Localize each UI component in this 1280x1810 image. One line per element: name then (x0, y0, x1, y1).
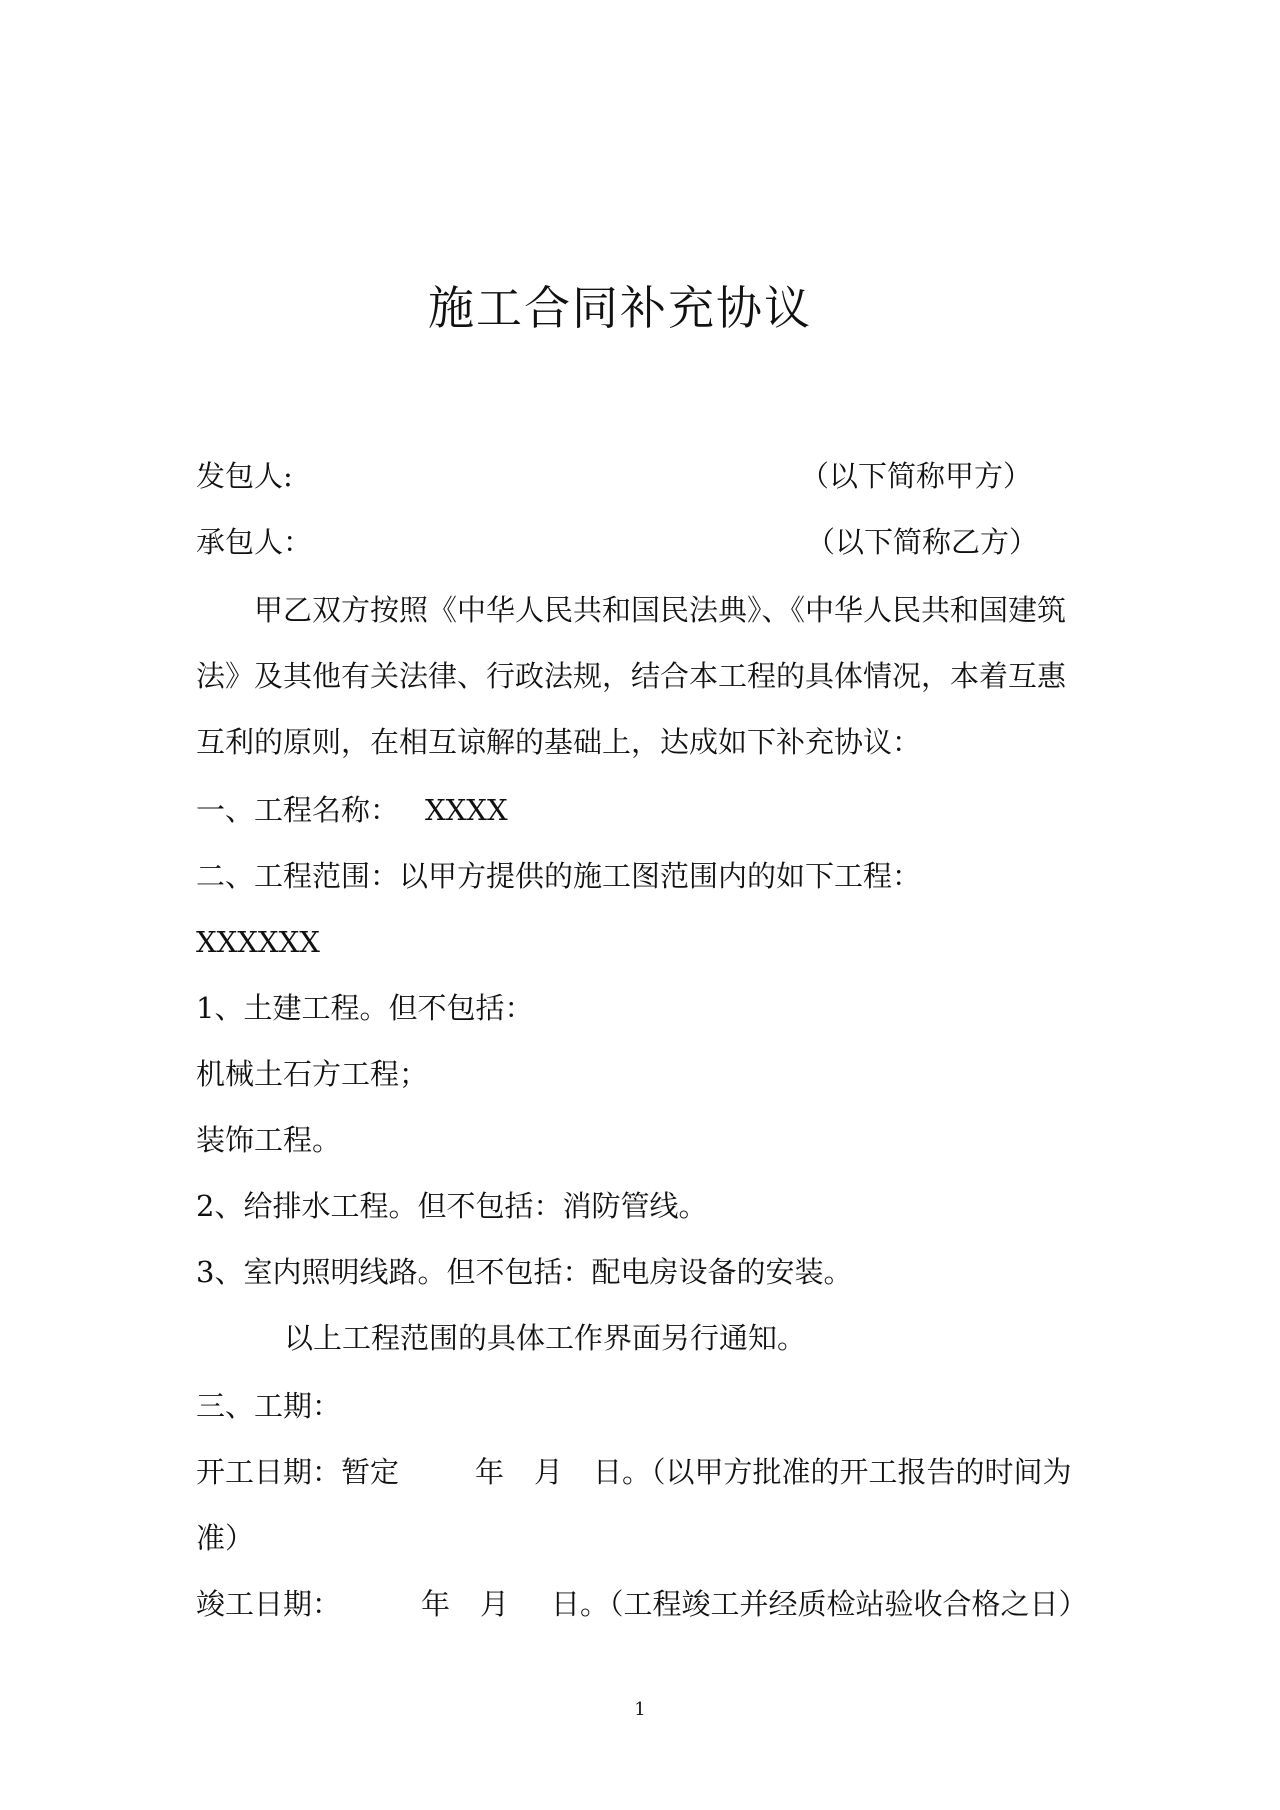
end-month: 月 (480, 1587, 510, 1621)
contractor-note: （以下简称甲方） (800, 459, 1033, 493)
item-2-value: XXXXXX (196, 925, 320, 959)
contractor-label: 发包人: (196, 459, 293, 493)
start-date-label: 开工日期：暂定 (196, 1455, 400, 1489)
end-day: 日。（工程竣工并经质检站验收合格之日） (551, 1587, 1088, 1621)
builder-note: （以下简称乙方） (806, 525, 1039, 559)
scope-item-1b: 装饰工程。 (196, 1123, 342, 1157)
document-title: 施工合同补充协议 (428, 281, 812, 335)
item-2-project-scope: 二、工程范围：以甲方提供的施工图范围内的如下工程： (196, 859, 922, 893)
intro-line-3: 互利的原则，在相互谅解的基础上，达成如下补充协议： (196, 725, 922, 759)
scope-note: 以上工程范围的具体工作界面另行通知。 (284, 1321, 807, 1355)
end-year: 年 (421, 1587, 451, 1621)
start-month: 月 (534, 1455, 564, 1489)
intro-line-1: 甲乙双方按照《中华人民共和国民法典》、《中华人民共和国建筑 (254, 593, 1067, 627)
scope-item-1a: 机械土石方工程； (196, 1057, 429, 1091)
end-date-label: 竣工日期： (196, 1587, 342, 1621)
end-date-line (196, 1584, 1088, 1624)
item-1-label: 一、工程名称： (196, 793, 400, 827)
builder-label: 承包人： (196, 525, 313, 559)
start-year: 年 (475, 1455, 505, 1489)
start-date-line (196, 1452, 1072, 1492)
item-3-schedule: 三、工期： (196, 1389, 342, 1423)
scope-item-2: 2、给排水工程。但不包括：消防管线。 (196, 1189, 708, 1223)
intro-line-2: 法》及其他有关法律、行政法规，结合本工程的具体情况，本着互惠 (196, 659, 1067, 693)
page-number: 1 (634, 1699, 646, 1720)
start-date-continuation: 准） (196, 1521, 255, 1555)
start-day: 日。（以甲方批准的开工报告的时间为 (593, 1455, 1072, 1489)
scope-item-3: 3、室内照明线路。但不包括：配电房设备的安装。 (196, 1255, 853, 1289)
item-1-project-name (196, 790, 508, 830)
item-1-value: XXXX (425, 793, 508, 827)
scope-item-1: 1、土建工程。但不包括： (196, 991, 534, 1025)
